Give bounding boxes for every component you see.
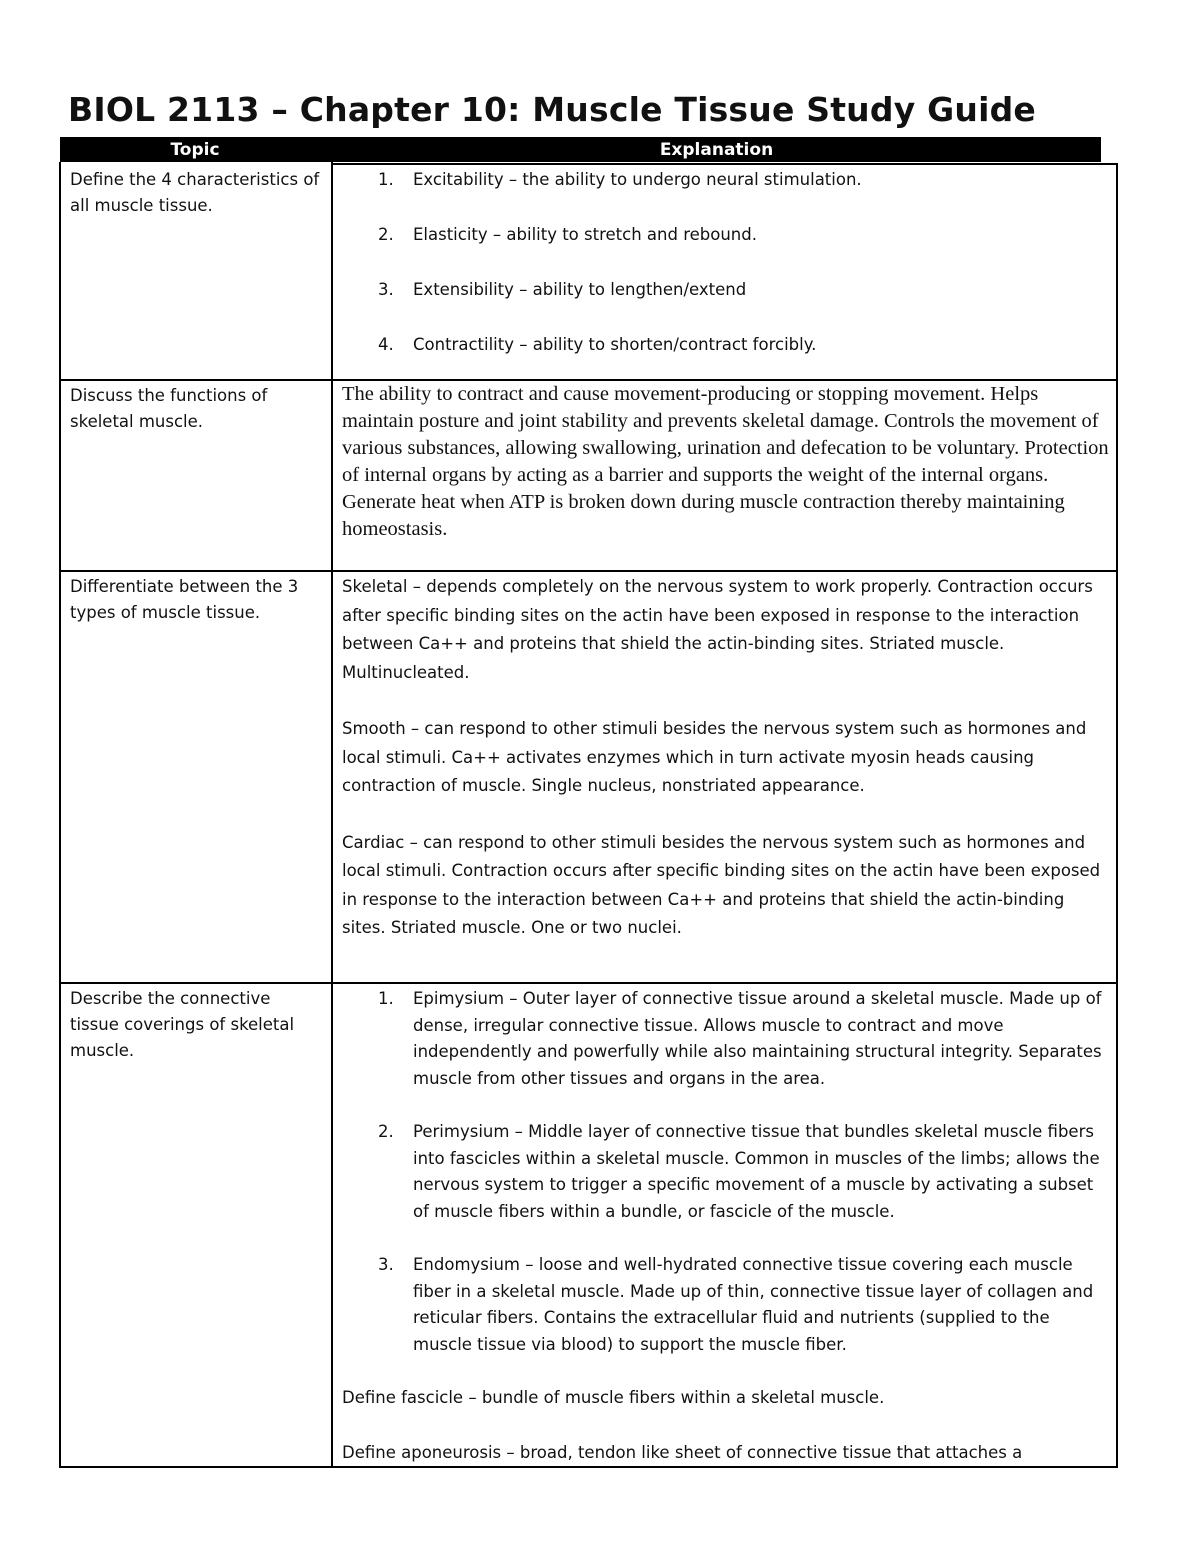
list-item [342,1252,1110,1358]
list-item [342,1119,1110,1225]
list-item [342,167,1110,193]
header-topic: Topic [170,140,220,160]
grid-line [1116,163,1118,1468]
list-number: 1. [378,989,394,1008]
row-1-topic: Define the 4 characteristics of all muscle tissue. [70,170,320,215]
list-item [342,332,1110,358]
list-item [342,222,1110,248]
row-4-topic: Describe the connective tissue coverings of skeletal muscle. [70,989,295,1060]
row-2-topic: Discuss the functions of skeletal muscle. [70,386,268,431]
smooth-paragraph: Smooth – can respond to other stimuli besides the nervous system such as hormones and local stimuli. Ca++ activates enzymes which in turn activate myosin heads causing contraction of muscle. Single nucleus, nonstriated appearance. [342,719,1087,795]
fascicle-definition: Define fascicle – bundle of muscle fibers within a skeletal muscle. [342,1388,885,1407]
list-item-text: Perimysium – Middle layer of connective tissue that bundles skeletal muscle fibers into fascicles within a skeletal muscle. Common in muscles of the limbs; allows the nervous system to trigger a specific movement of a muscle by activating a subset of muscle fibers within a bundle, or fascicle of the muscle. [413,1122,1100,1221]
row-3-explanation [342,573,1110,971]
row-1-explanation [342,167,1110,387]
list-item-text: Elasticity – ability to stretch and rebound. [413,225,757,244]
aponeurosis-definition: Define aponeurosis – broad, tendon like sheet of connective tissue that attaches a [342,1442,1023,1462]
list-number: 2. [378,1122,394,1141]
page-title: BIOL 2113 – Chapter 10: Muscle Tissue Study Guide [68,90,1036,129]
list-item-text: Extensibility – ability to lengthen/extend [413,280,747,299]
characteristics-list [342,167,1110,358]
cardiac-paragraph: Cardiac – can respond to other stimuli besides the nervous system such as hormones and local stimuli. Contraction occurs after specific binding sites on the actin have been exposed in response to the interaction between Ca++ and proteins that shield the actin-binding sites. Striated muscle. One or two nuclei. [342,832,1101,937]
row-2-explanation: The ability to contract and cause movement-producing or stopping movement. Helps maintain posture and joint stability and prevents skeletal damage. Controls the movement of various substances, allowing swallowing, urination and defecation to be voluntary. Protection of internal organs by acting as a barrier and supports the weight of the internal organs. Generate heat when ATP is broken down during muscle contraction thereby maintaining homeostasis. [342,383,1109,540]
list-number: 3. [378,1255,394,1274]
list-item-text: Epimysium – Outer layer of connective tissue around a skeletal muscle. Made up of dense, irregular connective tissue. Allows muscle to contract and move independently and powerfully while also maintaining structural integrity. Separates muscle from other tissues and organs in the area. [413,989,1102,1088]
list-item [342,986,1110,1092]
list-number: 2. [378,225,394,244]
skeletal-paragraph: Skeletal – depends completely on the nervous system to work properly. Contraction occurs after specific binding sites on the actin have been exposed in response to the interaction between Ca++ and proteins that shield the actin-binding sites. Striated muscle. Multinucleated. [342,577,1093,682]
list-number: 1. [378,170,394,189]
grid-line [59,982,1118,984]
list-number: 4. [378,335,394,354]
row-4-explanation [342,986,1110,1494]
list-number: 3. [378,280,394,299]
grid-line [331,162,333,1468]
grid-line [332,163,1118,165]
table-header [60,137,1101,162]
grid-line [59,162,61,1468]
header-explanation: Explanation [659,140,774,160]
coverings-list [342,986,1110,1358]
row-3-topic: Differentiate between the 3 types of muscle tissue. [70,577,299,622]
list-item-text: Contractility – ability to shorten/contract forcibly. [413,335,817,354]
list-item-text: Excitability – the ability to undergo neural stimulation. [413,170,862,189]
list-item [342,277,1110,303]
list-item-text: Endomysium – loose and well-hydrated connective tissue covering each muscle fiber in a skeletal muscle. Made up of thin, connective tissue layer of collagen and reticular fibers. Contains the extracellular fluid and nutrients (supplied to the muscle tissue via blood) to support the muscle fiber. [413,1255,1094,1354]
grid-line [59,570,1118,572]
